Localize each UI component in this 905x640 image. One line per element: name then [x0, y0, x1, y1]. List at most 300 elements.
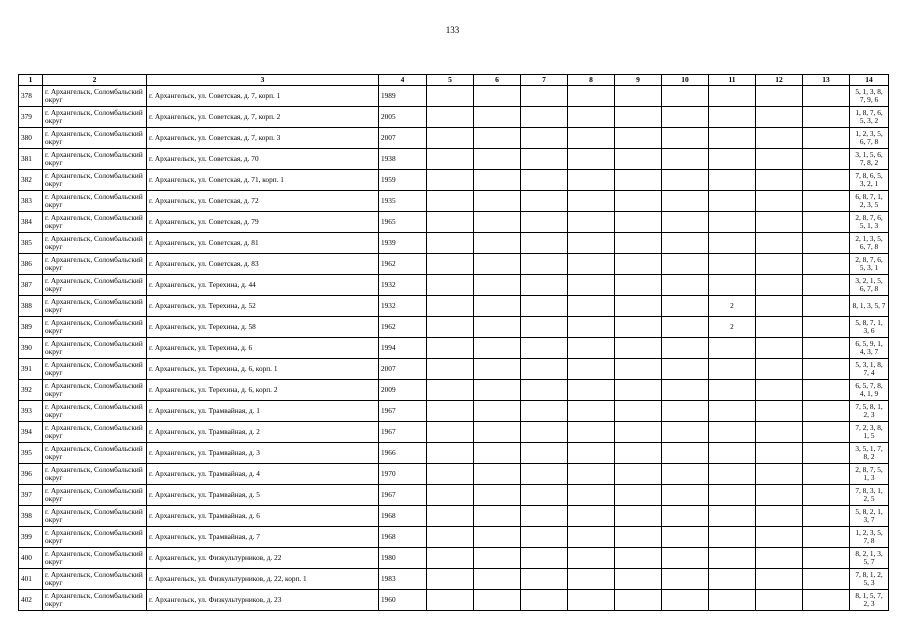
empty-cell — [427, 338, 474, 359]
year-cell: 2009 — [379, 380, 427, 401]
empty-cell — [803, 485, 850, 506]
table-row — [19, 275, 889, 296]
empty-cell — [474, 317, 521, 338]
empty-cell — [474, 275, 521, 296]
empty-cell — [568, 275, 615, 296]
column-11-cell — [709, 191, 756, 212]
empty-cell — [521, 569, 568, 590]
address-cell: г. Архангельск, ул. Советская, д. 7, корп. 1 — [147, 86, 379, 107]
column-14-cell: 3, 1, 5, 6, 7, 8, 2 — [850, 149, 889, 170]
empty-cell — [568, 422, 615, 443]
column-14-cell: 6, 5, 9, 1, 4, 3, 7 — [850, 338, 889, 359]
empty-cell — [662, 296, 709, 317]
empty-cell — [474, 254, 521, 275]
empty-cell — [474, 170, 521, 191]
empty-cell — [756, 359, 803, 380]
empty-cell — [427, 296, 474, 317]
address-cell: г. Архангельск, ул. Трамвайная, д. 7 — [147, 527, 379, 548]
empty-cell — [803, 506, 850, 527]
address-cell: г. Архангельск, ул. Терехина, д. 6 — [147, 338, 379, 359]
column-11-cell — [709, 506, 756, 527]
row-number: 383 — [19, 191, 43, 212]
table-row — [19, 233, 889, 254]
empty-cell — [521, 548, 568, 569]
empty-cell — [568, 86, 615, 107]
empty-cell — [427, 254, 474, 275]
address-cell: г. Архангельск, ул. Советская, д. 7, корп. 2 — [147, 107, 379, 128]
empty-cell — [662, 506, 709, 527]
empty-cell — [474, 422, 521, 443]
column-14-cell: 2, 1, 3, 5, 6, 7, 8 — [850, 233, 889, 254]
column-14-cell: 6, 8, 7, 1, 2, 3, 5 — [850, 191, 889, 212]
empty-cell — [615, 506, 662, 527]
empty-cell — [662, 275, 709, 296]
table-row — [19, 506, 889, 527]
column-11-cell — [709, 401, 756, 422]
table-row — [19, 191, 889, 212]
empty-cell — [615, 359, 662, 380]
column-14-cell: 7, 8, 6, 5, 3, 2, 1 — [850, 170, 889, 191]
empty-cell — [474, 338, 521, 359]
column-header-5: 5 — [427, 75, 474, 86]
empty-cell — [803, 590, 850, 611]
empty-cell — [568, 401, 615, 422]
empty-cell — [568, 506, 615, 527]
empty-cell — [615, 464, 662, 485]
address-cell: г. Архангельск, ул. Физкультурников, д. 23 — [147, 590, 379, 611]
empty-cell — [521, 191, 568, 212]
empty-cell — [756, 212, 803, 233]
year-cell: 1968 — [379, 506, 427, 527]
empty-cell — [803, 569, 850, 590]
column-header-14: 14 — [850, 75, 889, 86]
column-header-3: 3 — [147, 75, 379, 86]
year-cell: 1966 — [379, 443, 427, 464]
column-11-cell: 2 — [709, 296, 756, 317]
row-number: 379 — [19, 107, 43, 128]
table-row — [19, 401, 889, 422]
empty-cell — [756, 107, 803, 128]
empty-cell — [803, 170, 850, 191]
column-11-cell — [709, 590, 756, 611]
year-cell: 1967 — [379, 422, 427, 443]
row-number: 395 — [19, 443, 43, 464]
empty-cell — [615, 590, 662, 611]
empty-cell — [615, 380, 662, 401]
empty-cell — [427, 443, 474, 464]
empty-cell — [756, 590, 803, 611]
address-cell: г. Архангельск, ул. Трамвайная, д. 1 — [147, 401, 379, 422]
year-cell: 1962 — [379, 254, 427, 275]
empty-cell — [662, 485, 709, 506]
row-number: 381 — [19, 149, 43, 170]
empty-cell — [662, 590, 709, 611]
empty-cell — [474, 590, 521, 611]
empty-cell — [662, 149, 709, 170]
empty-cell — [521, 296, 568, 317]
column-14-cell: 6, 5, 7, 8, 4, 1, 9 — [850, 380, 889, 401]
table-row — [19, 170, 889, 191]
year-cell: 1980 — [379, 548, 427, 569]
column-header-7: 7 — [521, 75, 568, 86]
address-cell: г. Архангельск, ул. Физкультурников, д. 22, корп. 1 — [147, 569, 379, 590]
empty-cell — [427, 359, 474, 380]
column-header-1: 1 — [19, 75, 43, 86]
column-header-13: 13 — [803, 75, 850, 86]
empty-cell — [427, 401, 474, 422]
empty-cell — [803, 359, 850, 380]
column-11-cell — [709, 380, 756, 401]
district-cell: г. Архангельск, Соломбальский округ — [43, 128, 147, 149]
empty-cell — [521, 254, 568, 275]
empty-cell — [756, 527, 803, 548]
empty-cell — [521, 338, 568, 359]
district-cell: г. Архангельск, Соломбальский округ — [43, 338, 147, 359]
year-cell: 1932 — [379, 296, 427, 317]
table-row — [19, 128, 889, 149]
empty-cell — [474, 212, 521, 233]
address-cell: г. Архангельск, ул. Трамвайная, д. 6 — [147, 506, 379, 527]
empty-cell — [756, 569, 803, 590]
empty-cell — [662, 443, 709, 464]
empty-cell — [662, 359, 709, 380]
column-14-cell: 5, 8, 2, 1, 3, 7 — [850, 506, 889, 527]
column-14-cell: 1, 2, 3, 5, 6, 7, 8 — [850, 128, 889, 149]
empty-cell — [615, 296, 662, 317]
empty-cell — [756, 275, 803, 296]
year-cell: 1965 — [379, 212, 427, 233]
empty-cell — [662, 548, 709, 569]
address-cell: г. Архангельск, ул. Терехина, д. 44 — [147, 275, 379, 296]
column-11-cell — [709, 233, 756, 254]
column-11-cell — [709, 464, 756, 485]
empty-cell — [568, 233, 615, 254]
year-cell: 1970 — [379, 464, 427, 485]
empty-cell — [568, 464, 615, 485]
empty-cell — [803, 464, 850, 485]
empty-cell — [662, 569, 709, 590]
column-header-9: 9 — [615, 75, 662, 86]
empty-cell — [756, 548, 803, 569]
year-cell: 1959 — [379, 170, 427, 191]
column-11-cell — [709, 275, 756, 296]
empty-cell — [803, 128, 850, 149]
empty-cell — [615, 275, 662, 296]
column-14-cell: 8, 1, 3, 5, 7 — [850, 296, 889, 317]
column-11-cell — [709, 170, 756, 191]
district-cell: г. Архангельск, Соломбальский округ — [43, 296, 147, 317]
empty-cell — [662, 212, 709, 233]
empty-cell — [568, 380, 615, 401]
year-cell: 2005 — [379, 107, 427, 128]
empty-cell — [615, 443, 662, 464]
empty-cell — [756, 233, 803, 254]
empty-cell — [615, 191, 662, 212]
empty-cell — [521, 317, 568, 338]
empty-cell — [615, 317, 662, 338]
empty-cell — [803, 317, 850, 338]
empty-cell — [615, 401, 662, 422]
table-row — [19, 338, 889, 359]
empty-cell — [615, 170, 662, 191]
empty-cell — [803, 275, 850, 296]
empty-cell — [427, 590, 474, 611]
empty-cell — [803, 86, 850, 107]
year-cell: 1994 — [379, 338, 427, 359]
empty-cell — [521, 590, 568, 611]
table-row — [19, 464, 889, 485]
district-cell: г. Архангельск, Соломбальский округ — [43, 527, 147, 548]
empty-cell — [568, 170, 615, 191]
empty-cell — [662, 191, 709, 212]
empty-cell — [427, 233, 474, 254]
empty-cell — [521, 128, 568, 149]
table-row — [19, 380, 889, 401]
empty-cell — [756, 128, 803, 149]
row-number: 382 — [19, 170, 43, 191]
empty-cell — [568, 569, 615, 590]
register-table — [18, 74, 889, 611]
district-cell: г. Архангельск, Соломбальский округ — [43, 422, 147, 443]
empty-cell — [615, 86, 662, 107]
column-11-cell — [709, 548, 756, 569]
empty-cell — [427, 86, 474, 107]
district-cell: г. Архангельск, Соломбальский округ — [43, 401, 147, 422]
district-cell: г. Архангельск, Соломбальский округ — [43, 275, 147, 296]
empty-cell — [427, 191, 474, 212]
column-11-cell — [709, 149, 756, 170]
address-cell: г. Архангельск, ул. Советская, д. 71, корп. 1 — [147, 170, 379, 191]
empty-cell — [521, 464, 568, 485]
empty-cell — [756, 401, 803, 422]
empty-cell — [568, 149, 615, 170]
empty-cell — [756, 443, 803, 464]
column-11-cell — [709, 107, 756, 128]
year-cell: 1960 — [379, 590, 427, 611]
table-row — [19, 422, 889, 443]
empty-cell — [521, 527, 568, 548]
empty-cell — [521, 506, 568, 527]
column-14-cell: 2, 8, 7, 5, 1, 3 — [850, 464, 889, 485]
column-11-cell — [709, 86, 756, 107]
district-cell: г. Архангельск, Соломбальский округ — [43, 485, 147, 506]
empty-cell — [427, 170, 474, 191]
empty-cell — [568, 254, 615, 275]
column-11-cell — [709, 338, 756, 359]
empty-cell — [474, 296, 521, 317]
table-row — [19, 527, 889, 548]
empty-cell — [521, 86, 568, 107]
empty-cell — [568, 443, 615, 464]
empty-cell — [427, 380, 474, 401]
column-14-cell: 8, 2, 1, 3, 5, 7 — [850, 548, 889, 569]
address-cell: г. Архангельск, ул. Трамвайная, д. 3 — [147, 443, 379, 464]
row-number: 387 — [19, 275, 43, 296]
address-cell: г. Архангельск, ул. Физкультурников, д. 22 — [147, 548, 379, 569]
empty-cell — [568, 359, 615, 380]
empty-cell — [615, 107, 662, 128]
row-number: 393 — [19, 401, 43, 422]
district-cell: г. Архангельск, Соломбальский округ — [43, 548, 147, 569]
district-cell: г. Архангельск, Соломбальский округ — [43, 359, 147, 380]
empty-cell — [474, 485, 521, 506]
table-row — [19, 296, 889, 317]
empty-cell — [756, 422, 803, 443]
empty-cell — [568, 527, 615, 548]
empty-cell — [427, 317, 474, 338]
empty-cell — [521, 422, 568, 443]
empty-cell — [427, 464, 474, 485]
empty-cell — [568, 338, 615, 359]
column-14-cell: 7, 2, 3, 8, 1, 5 — [850, 422, 889, 443]
year-cell: 1938 — [379, 149, 427, 170]
empty-cell — [756, 506, 803, 527]
empty-cell — [427, 569, 474, 590]
address-cell: г. Архангельск, ул. Терехина, д. 52 — [147, 296, 379, 317]
empty-cell — [615, 128, 662, 149]
column-header-4: 4 — [379, 75, 427, 86]
empty-cell — [427, 527, 474, 548]
empty-cell — [615, 149, 662, 170]
empty-cell — [803, 548, 850, 569]
empty-cell — [568, 107, 615, 128]
address-cell: г. Архангельск, ул. Советская, д. 79 — [147, 212, 379, 233]
row-number: 401 — [19, 569, 43, 590]
address-cell: г. Архангельск, ул. Трамвайная, д. 5 — [147, 485, 379, 506]
year-cell: 1962 — [379, 317, 427, 338]
district-cell: г. Архангельск, Соломбальский округ — [43, 212, 147, 233]
table-row — [19, 317, 889, 338]
empty-cell — [756, 296, 803, 317]
column-14-cell: 3, 2, 1, 5, 6, 7, 8 — [850, 275, 889, 296]
address-cell: г. Архангельск, ул. Советская, д. 70 — [147, 149, 379, 170]
district-cell: г. Архангельск, Соломбальский округ — [43, 506, 147, 527]
row-number: 391 — [19, 359, 43, 380]
table-row — [19, 359, 889, 380]
district-cell: г. Архангельск, Соломбальский округ — [43, 107, 147, 128]
empty-cell — [521, 149, 568, 170]
empty-cell — [803, 338, 850, 359]
column-11-cell — [709, 422, 756, 443]
empty-cell — [756, 380, 803, 401]
address-cell: г. Архангельск, ул. Терехина, д. 6, корп. 2 — [147, 380, 379, 401]
row-number: 378 — [19, 86, 43, 107]
empty-cell — [474, 506, 521, 527]
address-cell: г. Архангельск, ул. Трамвайная, д. 2 — [147, 422, 379, 443]
empty-cell — [521, 275, 568, 296]
column-11-cell — [709, 443, 756, 464]
empty-cell — [803, 380, 850, 401]
address-cell: г. Архангельск, ул. Советская, д. 83 — [147, 254, 379, 275]
address-cell: г. Архангельск, ул. Терехина, д. 58 — [147, 317, 379, 338]
row-number: 400 — [19, 548, 43, 569]
district-cell: г. Архангельск, Соломбальский округ — [43, 191, 147, 212]
row-number: 384 — [19, 212, 43, 233]
empty-cell — [756, 485, 803, 506]
row-number: 398 — [19, 506, 43, 527]
row-number: 380 — [19, 128, 43, 149]
row-number: 402 — [19, 590, 43, 611]
empty-cell — [803, 443, 850, 464]
empty-cell — [521, 485, 568, 506]
empty-cell — [521, 359, 568, 380]
district-cell: г. Архангельск, Соломбальский округ — [43, 149, 147, 170]
year-cell: 1967 — [379, 401, 427, 422]
column-header-10: 10 — [662, 75, 709, 86]
empty-cell — [803, 233, 850, 254]
column-11-cell — [709, 359, 756, 380]
year-cell: 1968 — [379, 527, 427, 548]
empty-cell — [662, 107, 709, 128]
column-11-cell — [709, 527, 756, 548]
year-cell: 1983 — [379, 569, 427, 590]
table-row — [19, 107, 889, 128]
empty-cell — [474, 443, 521, 464]
column-header-12: 12 — [756, 75, 803, 86]
empty-cell — [615, 527, 662, 548]
column-14-cell: 3, 5, 1, 7, 8, 2 — [850, 443, 889, 464]
empty-cell — [474, 233, 521, 254]
empty-cell — [474, 380, 521, 401]
empty-cell — [521, 212, 568, 233]
empty-cell — [474, 548, 521, 569]
row-number: 397 — [19, 485, 43, 506]
empty-cell — [615, 212, 662, 233]
district-cell: г. Архангельск, Соломбальский округ — [43, 86, 147, 107]
empty-cell — [474, 359, 521, 380]
district-cell: г. Архангельск, Соломбальский округ — [43, 443, 147, 464]
column-11-cell — [709, 254, 756, 275]
empty-cell — [521, 443, 568, 464]
column-header-2: 2 — [43, 75, 147, 86]
empty-cell — [474, 191, 521, 212]
empty-cell — [568, 128, 615, 149]
address-cell: г. Архангельск, ул. Советская, д. 72 — [147, 191, 379, 212]
district-cell: г. Архангельск, Соломбальский округ — [43, 590, 147, 611]
empty-cell — [568, 548, 615, 569]
address-cell: г. Архангельск, ул. Советская, д. 7, корп. 3 — [147, 128, 379, 149]
empty-cell — [803, 212, 850, 233]
empty-cell — [474, 569, 521, 590]
year-cell: 1932 — [379, 275, 427, 296]
address-cell: г. Архангельск, ул. Советская, д. 81 — [147, 233, 379, 254]
empty-cell — [756, 338, 803, 359]
empty-cell — [427, 275, 474, 296]
empty-cell — [803, 401, 850, 422]
empty-cell — [615, 548, 662, 569]
row-number: 388 — [19, 296, 43, 317]
empty-cell — [427, 422, 474, 443]
row-number: 399 — [19, 527, 43, 548]
empty-cell — [662, 128, 709, 149]
column-header-6: 6 — [474, 75, 521, 86]
empty-cell — [662, 464, 709, 485]
empty-cell — [662, 338, 709, 359]
column-14-cell: 5, 8, 7, 1, 3, 6 — [850, 317, 889, 338]
empty-cell — [427, 149, 474, 170]
empty-cell — [803, 422, 850, 443]
page-number: 133 — [445, 25, 460, 35]
empty-cell — [662, 380, 709, 401]
table-row — [19, 548, 889, 569]
empty-cell — [521, 233, 568, 254]
column-14-cell: 7, 8, 1, 2, 5, 3 — [850, 569, 889, 590]
column-14-cell: 2, 8, 7, 6, 5, 1, 3 — [850, 212, 889, 233]
empty-cell — [756, 464, 803, 485]
district-cell: г. Архангельск, Соломбальский округ — [43, 317, 147, 338]
column-11-cell: 2 — [709, 317, 756, 338]
table-row — [19, 149, 889, 170]
